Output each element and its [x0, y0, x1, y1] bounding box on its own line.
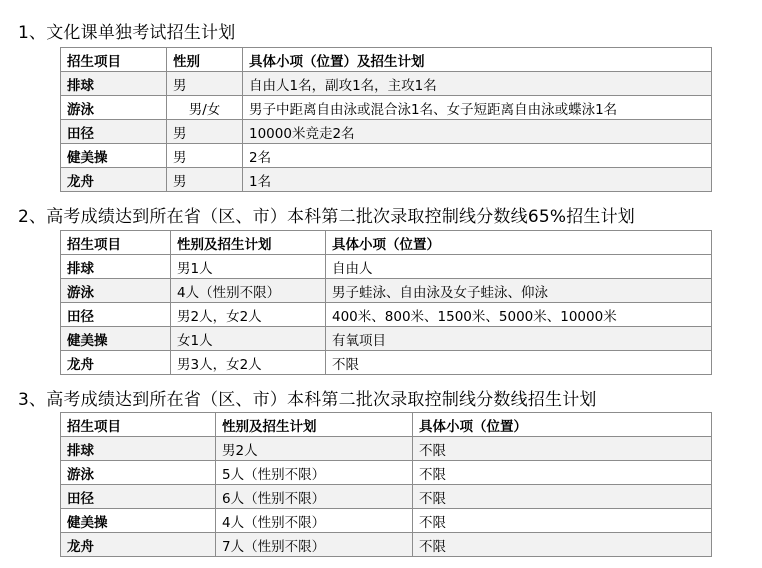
sport-cell: 排球	[61, 255, 171, 279]
sport-cell: 排球	[61, 72, 167, 96]
section-2-table	[60, 230, 712, 375]
table-header-row	[61, 48, 712, 72]
detail-cell: 自由人	[326, 255, 712, 279]
section-3-heading: 3、高考成绩达到所在省（区、市）本科第二批次录取控制线分数线招生计划	[18, 390, 597, 410]
sport-cell: 健美操	[61, 327, 171, 351]
detail-cell: 不限	[413, 485, 712, 509]
gender-cell: 男/女	[167, 96, 243, 120]
table-header-row	[61, 413, 712, 437]
sport-cell: 龙舟	[61, 351, 171, 375]
section-1-heading: 1、文化课单独考试招生计划	[18, 23, 236, 43]
detail-cell: 男子蛙泳、自由泳及女子蛙泳、仰泳	[326, 279, 712, 303]
table-row	[61, 509, 712, 533]
header-cell: 性别及招生计划	[171, 231, 326, 255]
quota-cell: 4人（性别不限）	[171, 279, 326, 303]
detail-cell: 10000米竞走2名	[243, 120, 712, 144]
detail-cell: 400米、800米、1500米、5000米、10000米	[326, 303, 712, 327]
table-row	[61, 72, 712, 96]
sport-cell: 健美操	[61, 509, 216, 533]
sport-cell: 游泳	[61, 461, 216, 485]
sport-cell: 田径	[61, 485, 216, 509]
detail-cell: 男子中距离自由泳或混合泳1名、女子短距离自由泳或蝶泳1名	[243, 96, 712, 120]
table-row	[61, 120, 712, 144]
header-cell: 具体小项（位置）及招生计划	[243, 48, 712, 72]
quota-cell: 男1人	[171, 255, 326, 279]
table-row	[61, 279, 712, 303]
table-row	[61, 461, 712, 485]
quota-cell: 女1人	[171, 327, 326, 351]
quota-cell: 男2人，女2人	[171, 303, 326, 327]
table-header-row	[61, 231, 712, 255]
table-row	[61, 168, 712, 192]
table-row	[61, 96, 712, 120]
quota-cell: 男3人，女2人	[171, 351, 326, 375]
sport-cell: 排球	[61, 437, 216, 461]
detail-cell: 1名	[243, 168, 712, 192]
table-row	[61, 485, 712, 509]
quota-cell: 7人（性别不限）	[216, 533, 413, 557]
detail-cell: 不限	[413, 437, 712, 461]
detail-cell: 不限	[326, 351, 712, 375]
sport-cell: 田径	[61, 303, 171, 327]
sport-cell: 龙舟	[61, 533, 216, 557]
detail-cell: 不限	[413, 533, 712, 557]
quota-cell: 5人（性别不限）	[216, 461, 413, 485]
header-cell: 招生项目	[61, 48, 167, 72]
detail-cell: 不限	[413, 461, 712, 485]
table-row	[61, 255, 712, 279]
header-cell: 招生项目	[61, 231, 171, 255]
header-cell: 具体小项（位置）	[326, 231, 712, 255]
table-row	[61, 533, 712, 557]
header-cell: 具体小项（位置）	[413, 413, 712, 437]
section-2-heading: 2、高考成绩达到所在省（区、市）本科第二批次录取控制线分数线65%招生计划	[18, 207, 635, 227]
sport-cell: 田径	[61, 120, 167, 144]
header-cell: 性别	[167, 48, 243, 72]
table-row	[61, 437, 712, 461]
sport-cell: 游泳	[61, 279, 171, 303]
table-row	[61, 303, 712, 327]
section-1-table	[60, 47, 712, 192]
gender-cell: 男	[167, 72, 243, 96]
detail-cell: 不限	[413, 509, 712, 533]
header-cell: 性别及招生计划	[216, 413, 413, 437]
header-cell: 招生项目	[61, 413, 216, 437]
table-row	[61, 327, 712, 351]
detail-cell: 2名	[243, 144, 712, 168]
gender-cell: 男	[167, 120, 243, 144]
sport-cell: 龙舟	[61, 168, 167, 192]
sport-cell: 游泳	[61, 96, 167, 120]
table-row	[61, 144, 712, 168]
sport-cell: 健美操	[61, 144, 167, 168]
detail-cell: 有氧项目	[326, 327, 712, 351]
section-3-table	[60, 412, 712, 557]
gender-cell: 男	[167, 144, 243, 168]
quota-cell: 4人（性别不限）	[216, 509, 413, 533]
gender-cell: 男	[167, 168, 243, 192]
quota-cell: 6人（性别不限）	[216, 485, 413, 509]
detail-cell: 自由人1名，副攻1名，主攻1名	[243, 72, 712, 96]
table-row	[61, 351, 712, 375]
quota-cell: 男2人	[216, 437, 413, 461]
